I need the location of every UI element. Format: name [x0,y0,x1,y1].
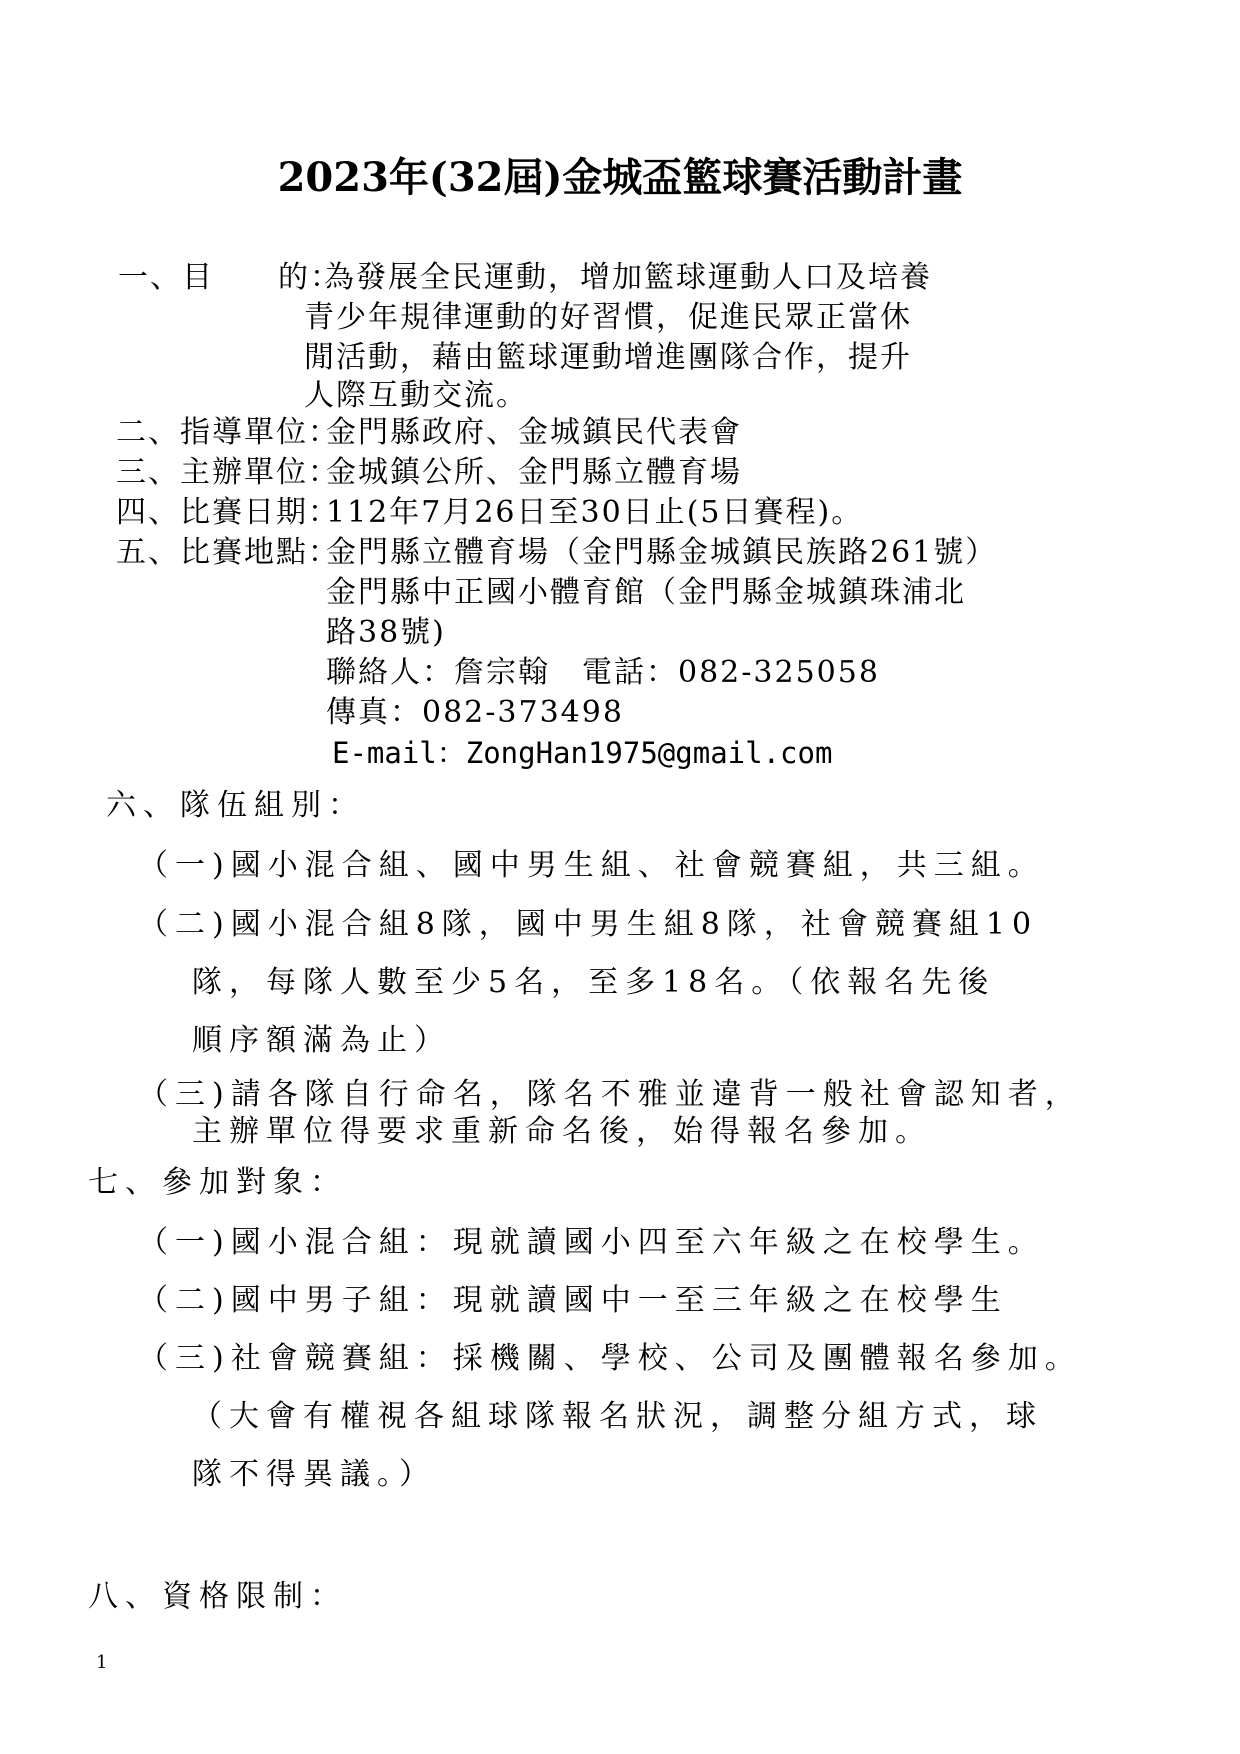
section-3-text: 金城鎮公所、金門縣立體育場 [326,455,742,490]
section-7-note: 隊不得異議。） [192,1457,436,1492]
section-7-item: （三)社會競賽組：採機關、學校、公司及團體報名參加。 [138,1341,1082,1376]
contact-person: 聯絡人：詹宗翰 [326,655,550,690]
venue-line: 路38號) [326,615,446,650]
section-7-label: 七、參加對象： [88,1165,347,1200]
section-6-item-cont: 順序額滿為止） [192,1023,451,1058]
section-1-line: 閒活動，藉由籃球運動增進團隊合作，提升 [304,340,912,375]
venue-line: 金門縣中正國小體育館（金門縣金城鎮珠浦北 [326,575,966,610]
section-8-label: 八、資格限制： [88,1579,347,1614]
section-6-item: （一)國小混合組、國中男生組、社會競賽組，共三組。 [138,848,1045,883]
section-6-item-cont: 主辦單位得要求重新命名後，始得報名參加。 [192,1114,932,1149]
section-1-line: 為發展全民運動，增加籃球運動人口及培養 [324,260,932,295]
section-7-item: （二)國中男子組：現就讀國中一至三年級之在校學生 [138,1283,1008,1318]
section-6-item-cont: 隊，每隊人數至少5名，至多18名。（依報名先後 [192,965,996,1000]
contact-fax: 傳真：082-373498 [326,695,624,730]
section-2-text: 金門縣政府、金城鎮民代表會 [326,415,742,450]
section-1-label: 一、目 的： [118,260,342,295]
section-2-label: 二、指導單位： [116,415,340,450]
section-7-item: （一)國小混合組：現就讀國小四至六年級之在校學生。 [138,1225,1045,1260]
section-1-line: 青少年規律運動的好習慣，促進民眾正當休 [304,300,912,335]
venue-line: 金門縣立體育場（金門縣金城鎮民族路261號） [326,535,998,570]
section-1-line: 人際互動交流。 [304,378,528,413]
section-6-item: （二)國小混合組8隊，國中男生組8隊，社會競賽組10 [138,907,1039,942]
section-6-item: （三)請各隊自行命名，隊名不雅並違背一般社會認知者， [138,1077,1082,1112]
section-6-label: 六、隊伍組別： [106,788,365,823]
page-number: 1 [96,1652,108,1673]
contact-email: E-mail：ZongHan1975@gmail.com [332,736,833,770]
section-5-label: 五、比賽地點： [116,535,340,570]
contact-phone: 電話：082-325058 [582,655,880,690]
section-7-note: （大會有權視各組球隊報名狀況，調整分組方式，球 [192,1399,1043,1434]
section-4-label: 四、比賽日期： [116,495,340,530]
section-3-label: 三、主辦單位： [116,455,340,490]
document-title: 2023年(32屆)金城盃籃球賽活動計畫 [277,154,963,201]
section-4-text: 112年7月26日至30日止(5日賽程)。 [326,495,864,530]
